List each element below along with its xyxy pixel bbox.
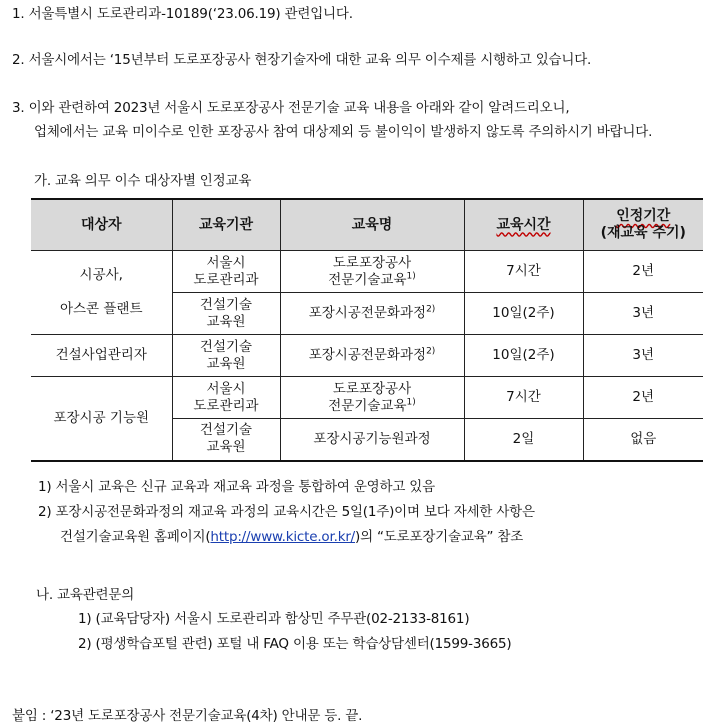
footnote-1: 1) 서울시 교육은 신규 교육과 재교육 과정을 통합하여 운영하고 있음 — [38, 479, 435, 495]
period-cell: 없음 — [583, 419, 703, 461]
footnote-marker: 1) — [406, 397, 416, 407]
hours-cell: 7시간 — [464, 377, 583, 419]
section-ga-title: 가. 교육 의무 이수 대상자별 인정교육 — [34, 173, 252, 189]
course-line-1: 포장시공전문화과정 — [308, 305, 427, 321]
education-table — [31, 198, 703, 462]
course-line-1: 포장시공전문화과정 — [308, 347, 427, 363]
institution-cell — [172, 377, 280, 419]
paragraph-3-line-1: 3. 이와 관련하여 2023년 서울시 도로포장공사 전문기술 교육 내용을 아래와 같이 알려드리오니, — [12, 100, 570, 116]
header-course: 교육명 — [280, 199, 464, 251]
institution-line-1: 서울시 — [206, 380, 246, 397]
footnote-marker: 2) — [426, 304, 436, 315]
hours-cell: 7시간 — [464, 251, 583, 293]
course-cell — [280, 377, 464, 419]
institution-cell — [172, 251, 280, 293]
institution-line-1: 서울시 — [206, 254, 246, 271]
course-line-1: 도로포장공사 — [332, 380, 412, 397]
paragraph-1: 1. 서울특별시 도로관리과-10189(‘23.06.19) 관련입니다. — [12, 6, 353, 22]
group-cell-contractor — [31, 251, 172, 335]
institution-line-2: 도로관리과 — [193, 397, 259, 414]
course-line-2: 전문기술교육 — [328, 397, 407, 414]
hours-cell: 10일(2주) — [464, 293, 583, 335]
paragraph-3-line-2: 업체에서는 교육 미이수로 인한 포장공사 참여 대상제외 등 불이익이 발생하지 않도록 주의하시기 바랍니다. — [34, 124, 653, 140]
table-row — [31, 335, 703, 377]
hours-cell: 2일 — [464, 419, 583, 461]
course-cell: 포장시공기능원과정 — [280, 419, 464, 461]
header-period — [583, 199, 703, 251]
header-period-line-1: 인정기간 — [616, 208, 671, 224]
institution-line-2: 교육원 — [206, 355, 246, 372]
group-label-line-1: 시공사, — [79, 267, 123, 283]
period-cell: 2년 — [583, 251, 703, 293]
header-hours-text: 교육시간 — [496, 216, 551, 233]
footnote-marker: 1) — [406, 271, 416, 281]
institution-cell — [172, 335, 280, 377]
group-cell-technician: 포장시공 기능원 — [31, 377, 172, 461]
footnote-2-prefix: 건설기술교육원 홈페이지( — [60, 529, 211, 545]
period-cell: 2년 — [583, 377, 703, 419]
course-line-1: 도로포장공사 — [332, 254, 412, 271]
institution-line-1: 건설기술 — [199, 296, 253, 313]
header-target: 대상자 — [31, 199, 172, 251]
footnote-2-continuation — [60, 525, 523, 545]
section-na-title: 나. 교육관련문의 — [36, 587, 135, 603]
institution-line-1: 건설기술 — [199, 338, 253, 355]
hours-cell: 10일(2주) — [464, 335, 583, 377]
institution-cell — [172, 419, 280, 461]
table-header-row — [31, 199, 703, 251]
group-label-line-2: 아스콘 플랜트 — [59, 301, 143, 317]
period-cell: 3년 — [583, 293, 703, 335]
institution-cell — [172, 293, 280, 335]
group-cell-supervisor: 건설사업관리자 — [31, 335, 172, 377]
institution-line-2: 교육원 — [206, 439, 246, 456]
footnote-marker: 2) — [426, 346, 436, 357]
header-period-line-2: (재교육 주기) — [600, 225, 686, 241]
kicte-homepage-link[interactable]: http://www.kicte.or.kr/ — [210, 529, 356, 545]
table-row — [31, 251, 703, 293]
footnote-2-suffix: )의 “도로포장기술교육” 참조 — [355, 529, 524, 545]
header-institution: 교육기관 — [172, 199, 280, 251]
footnote-2: 2) 포장시공전문화과정의 재교육 과정의 교육시간은 5일(1주)이며 보다 자세한 사항은 — [38, 504, 535, 520]
contact-item-1: 1) (교육담당자) 서울시 도로관리과 함상민 주무관(02-2133-8161) — [78, 611, 470, 627]
institution-line-1: 건설기술 — [199, 422, 253, 439]
course-cell — [280, 335, 464, 377]
course-cell — [280, 251, 464, 293]
institution-line-2: 교육원 — [206, 313, 246, 330]
institution-line-2: 도로관리과 — [193, 271, 259, 288]
header-hours — [464, 199, 583, 251]
course-line-2: 전문기술교육 — [328, 271, 407, 288]
period-cell: 3년 — [583, 335, 703, 377]
course-cell — [280, 293, 464, 335]
table-row — [31, 377, 703, 419]
paragraph-2: 2. 서울시에서는 ‘15년부터 도로포장공사 현장기술자에 대한 교육 의무 이수제를 시행하고 있습니다. — [12, 52, 592, 68]
contact-item-2: 2) (평생학습포털 관련) 포털 내 FAQ 이용 또는 학습상담센터(1599-3665) — [78, 636, 512, 652]
attachment-note: 붙임 : ‘23년 도로포장공사 전문기술교육(4차) 안내문 등. 끝. — [12, 708, 363, 724]
